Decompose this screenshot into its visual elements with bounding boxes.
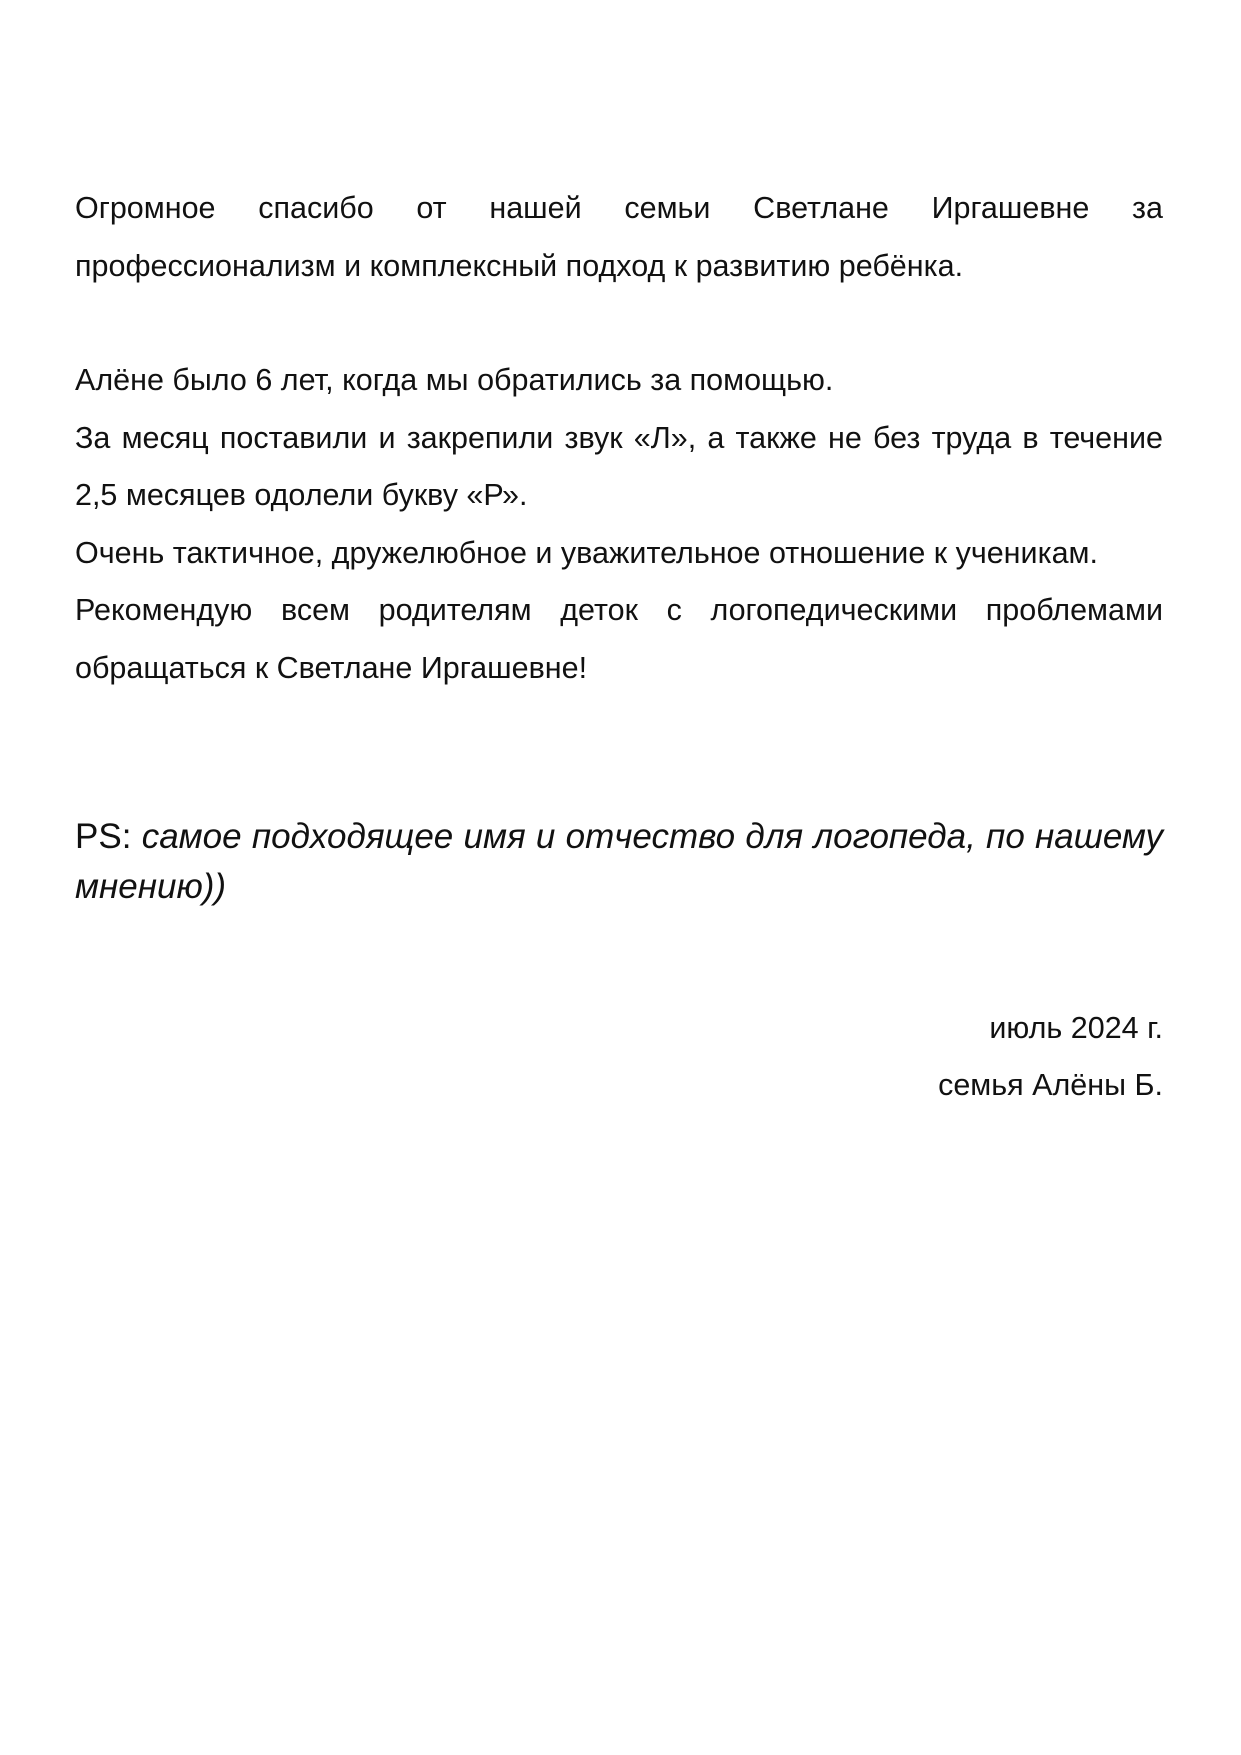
postscript-text: самое подходящее имя и отчество для логопеда, по нашему мнению)) [75, 817, 1163, 906]
story-line-age: Алёне было 6 лет, когда мы обратились за помощью. [75, 363, 834, 397]
postscript [75, 812, 1163, 912]
signature-block [938, 1000, 1163, 1114]
letter-date: июль 2024 г. [989, 1011, 1163, 1045]
story-line-recommendation: Рекомендую всем родителям деток с логопедическими проблемами обращаться к Светлане Иргашевне! [75, 593, 1163, 685]
letter-signature: семья Алёны Б. [938, 1068, 1163, 1102]
story-line-attitude: Очень тактичное, дружелюбное и уважительное отношение к ученикам. [75, 535, 1098, 570]
postscript-label: PS: [75, 817, 132, 856]
story-paragraph [75, 352, 1163, 697]
story-line-progress: За месяц поставили и закрепили звук «Л», а также не без труда в течение 2,5 месяцев одолели букву «Р». [75, 420, 1163, 512]
thanks-paragraph: Огромное спасибо от нашей семьи Светлане Иргашевне за профессионализм и комплексный подход к развитию ребёнка. [75, 191, 1163, 283]
